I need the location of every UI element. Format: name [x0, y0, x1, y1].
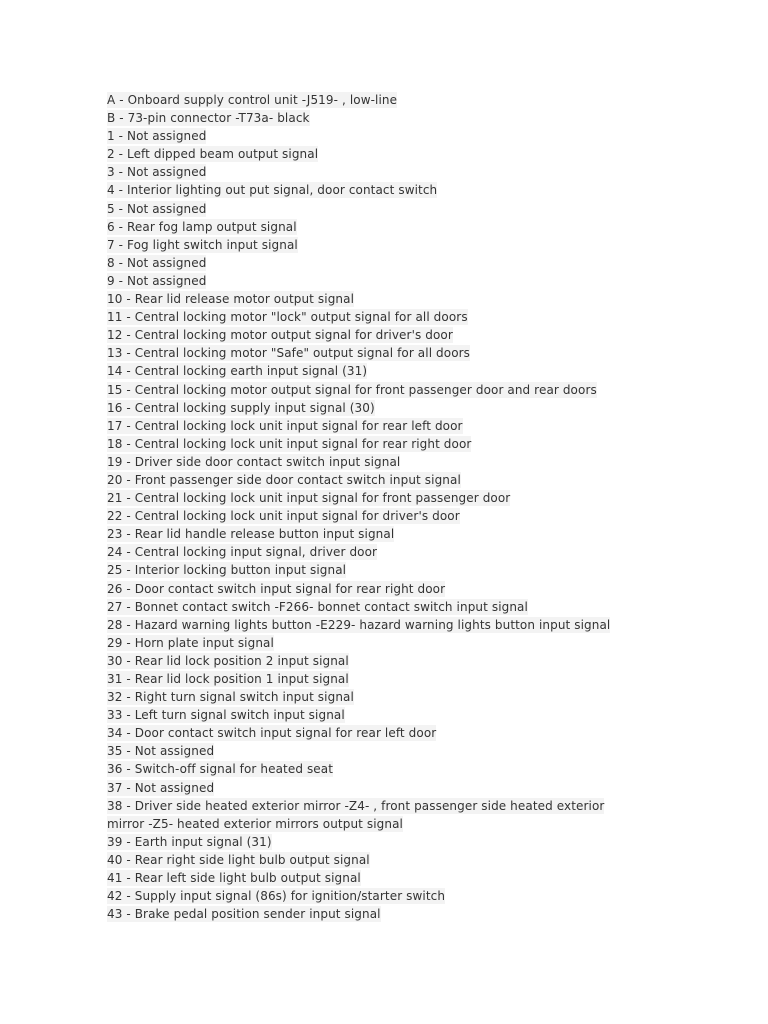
list-item-text: 13 - Central locking motor "Safe" output signal for all doors [107, 346, 471, 361]
list-item-text: 23 - Rear lid handle release button input signal [107, 527, 395, 542]
list-item [107, 471, 747, 489]
list-item [107, 218, 747, 236]
list-item [107, 688, 747, 706]
list-item [107, 543, 747, 561]
list-item [107, 507, 747, 525]
list-item-text: 4 - Interior lighting out put signal, door contact switch [107, 183, 438, 198]
list-item [107, 580, 747, 598]
list-item [107, 779, 747, 797]
list-item [107, 272, 747, 290]
list-item [107, 453, 747, 471]
list-item [107, 598, 747, 616]
list-item [107, 145, 747, 163]
list-item-text: 39 - Earth input signal (31) [107, 834, 272, 849]
list-item-text: 25 - Interior locking button input signal [107, 563, 347, 578]
list-item [107, 634, 747, 652]
list-item-text: 41 - Rear left side light bulb output signal [107, 871, 361, 886]
list-item [107, 670, 747, 688]
list-item [107, 851, 747, 869]
list-item-text: 11 - Central locking motor "lock" output signal for all doors [107, 310, 468, 325]
list-item-text: 7 - Fog light switch input signal [107, 237, 298, 252]
list-item-text: 12 - Central locking motor output signal for driver's door [107, 328, 453, 343]
list-item-text: 43 - Brake pedal position sender input signal [107, 907, 381, 922]
list-item [107, 435, 747, 453]
list-item-text: 19 - Driver side door contact switch input signal [107, 454, 401, 469]
list-item-text: 34 - Door contact switch input signal for rear left door [107, 726, 437, 741]
list-item-text: 22 - Central locking lock unit input signal for driver's door [107, 509, 460, 524]
list-item [107, 200, 747, 218]
list-item-text: 17 - Central locking lock unit input signal for rear left door [107, 418, 463, 433]
list-item-text: 6 - Rear fog lamp output signal [107, 219, 297, 234]
list-item [107, 127, 747, 145]
list-item-text: 5 - Not assigned [107, 201, 207, 216]
list-item [107, 163, 747, 181]
list-item [107, 417, 747, 435]
list-item-text: 3 - Not assigned [107, 165, 207, 180]
list-item [107, 869, 747, 887]
list-item-text: 10 - Rear lid release motor output signal [107, 292, 355, 307]
list-item-text: 38 - Driver side heated exterior mirror -Z4- , front passenger side heated exterior mirror -Z5- heated exterior mirrors output signal [107, 798, 605, 831]
list-item-text: 9 - Not assigned [107, 273, 207, 288]
list-item [107, 290, 747, 308]
list-item-text: 33 - Left turn signal switch input signal [107, 708, 345, 723]
list-item-text: 27 - Bonnet contact switch -F266- bonnet contact switch input signal [107, 599, 528, 614]
list-item-text: A - Onboard supply control unit -J519- , low-line [107, 93, 398, 107]
list-item-text: 37 - Not assigned [107, 780, 215, 795]
list-item-text: 31 - Rear lid lock position 1 input signal [107, 672, 349, 686]
list-item-text: 40 - Rear right side light bulb output signal [107, 852, 370, 867]
list-item-text: 8 - Not assigned [107, 255, 207, 270]
list-item-text: 26 - Door contact switch input signal for rear right door [107, 581, 446, 596]
list-item-text: 35 - Not assigned [107, 744, 215, 759]
list-item-text: 20 - Front passenger side door contact switch input signal [107, 472, 461, 487]
list-item [107, 236, 747, 254]
list-item [107, 326, 747, 344]
list-item-text: 36 - Switch-off signal for heated seat [107, 762, 334, 777]
list-item [107, 489, 747, 507]
pin-assignment-list [107, 91, 747, 923]
list-item-text: 32 - Right turn signal switch input signal [107, 690, 354, 705]
list-item [107, 525, 747, 543]
list-item [107, 652, 747, 670]
list-item [107, 905, 747, 923]
list-item-text: 2 - Left dipped beam output signal [107, 147, 319, 162]
list-item [107, 344, 747, 362]
list-item [107, 308, 747, 326]
list-item [107, 181, 747, 199]
list-item [107, 362, 747, 380]
list-item-text: 18 - Central locking lock unit input signal for rear right door [107, 436, 472, 451]
list-item [107, 887, 747, 905]
list-item [107, 91, 747, 109]
list-item [107, 254, 747, 272]
list-item-text: B - 73-pin connector -T73a- black [107, 111, 310, 126]
list-item-text: 42 - Supply input signal (86s) for ignition/starter switch [107, 889, 446, 904]
list-item [107, 724, 747, 742]
list-item [107, 760, 747, 778]
list-item [107, 616, 747, 634]
list-item-text: 15 - Central locking motor output signal for front passenger door and rear doors [107, 382, 597, 397]
list-item [107, 706, 747, 724]
list-item [107, 399, 747, 417]
list-item-text: 24 - Central locking input signal, driver door [107, 545, 378, 560]
list-item [107, 833, 747, 851]
list-item-text: 29 - Horn plate input signal [107, 635, 274, 650]
list-item [107, 381, 747, 399]
list-item-text: 14 - Central locking earth input signal (31) [107, 364, 368, 379]
list-item-text: 28 - Hazard warning lights button -E229- hazard warning lights button input signal [107, 617, 611, 632]
list-item [107, 797, 747, 833]
list-item-text: 21 - Central locking lock unit input signal for front passenger door [107, 491, 511, 506]
list-item [107, 561, 747, 579]
list-item [107, 742, 747, 760]
list-item-text: 16 - Central locking supply input signal (30) [107, 400, 375, 415]
list-item [107, 109, 747, 127]
list-item-text: 30 - Rear lid lock position 2 input signal [107, 653, 349, 668]
list-item-text: 1 - Not assigned [107, 129, 207, 144]
